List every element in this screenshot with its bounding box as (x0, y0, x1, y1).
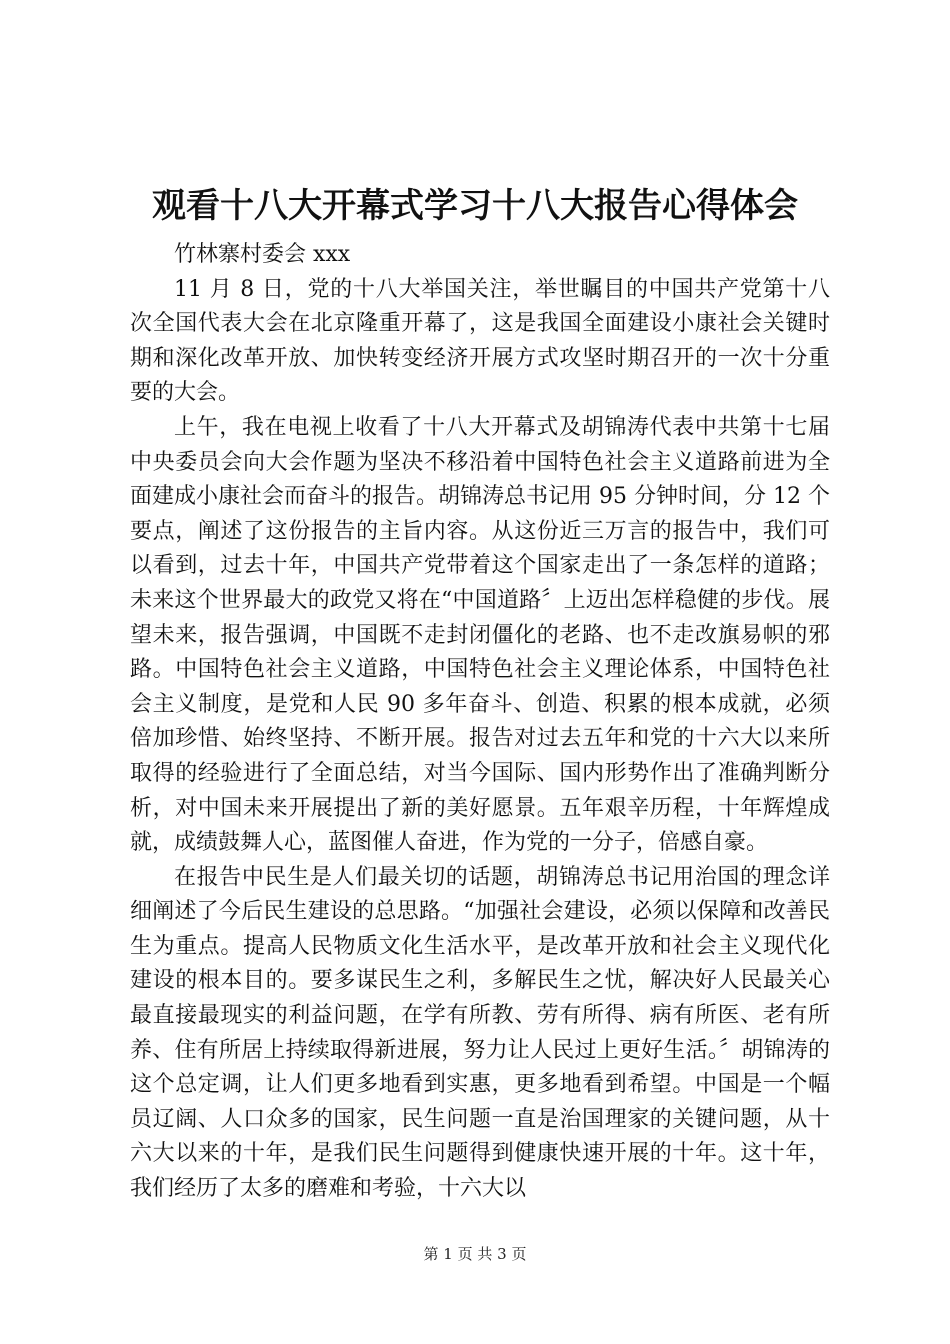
page-footer: 第 1 页 共 3 页 (423, 1245, 527, 1263)
paragraph-1: 11 月 8 日，党的十八大举国关注，举世瞩目的中国共产党第十八次全国代表大会在北京隆重开幕了，这是我国全面建设小康社会关键时期和深化改革开放、加快转变经济开展方式攻坚时期召开的一次十分重要的大会。 (130, 276, 830, 406)
author-line: 竹林寨村委会 xxx (174, 242, 351, 267)
paragraph-3: 在报告中民生是人们最关切的话题，胡锦涛总书记用治国的理念详细阐述了今后民生建设的总思路。“加强社会建设，必须以保障和改善民生为重点。提高人民物质文化生活水平，是改革开放和社会主义现代化建设的根本目的。要多谋民生之利，多解民生之忧，解决好人民最关心最直接最现实的利益问题，在学有所教、劳有所得、病有所医、老有所养、住有所居上持续取得新进展，努力让人民过上更好生活。〞胡锦涛的这个总定调，让人们更多地看到实惠，更多地看到希望。中国是一个幅员辽阔、人口众多的国家，民生问题一直是治国理家的关键问题，从十六大以来的十年，是我们民生问题得到健康快速开展的十年。这十年，我们经历了太多的磨难和考验，十六大以 (130, 864, 830, 1202)
document-body (130, 238, 830, 1207)
paragraph-2: 上午，我在电视上收看了十八大开幕式及胡锦涛代表中共第十七届中央委员会向大会作题为坚决不移沿着中国特色社会主义道路前进为全面建成小康社会而奋斗的报告。胡锦涛总书记用 95 分钟时间，分 12 个要点，阐述了这份报告的主旨内容。从这份近三万言的报告中，我们可以看到，过去十年，中国共产党带着这个国家走出了一条怎样的道路；未来这个世界最大的政党又将在“中国道路〞上迈出怎样稳健的步伐。展望未来，报告强调，中国既不走封闭僵化的老路、也不走改旗易帜的邪路。中国特色社会主义道路，中国特色社会主义理论体系，中国特色社会主义制度，是党和人民 90 多年奋斗、创造、积累的根本成就，必须倍加珍惜、始终坚持、不断开展。报告对过去五年和党的十六大以来所取得的经验进行了全面总结，对当今国际、国内形势作出了准确判断分析，对中国未来开展提出了新的美好愿景。五年艰辛历程，十年辉煌成就，成绩鼓舞人心，蓝图催人奋进，作为党的一分子，倍感自豪。 (130, 414, 830, 856)
document-title: 观看十八大开幕式学习十八大报告心得体会 (152, 186, 798, 226)
